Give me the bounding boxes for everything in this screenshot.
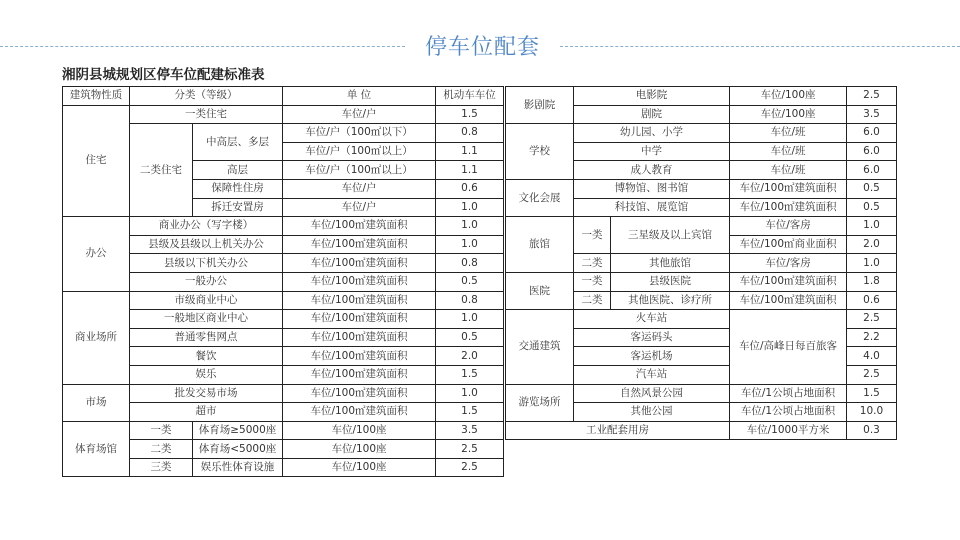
- unit-cell: 车位/班: [730, 142, 847, 161]
- value-cell: 0.6: [436, 179, 504, 198]
- header-cell: 单 位: [283, 87, 436, 106]
- category-cell: 电影院: [574, 87, 730, 106]
- value-cell: 0.6: [847, 291, 897, 310]
- category-cell: 剧院: [574, 105, 730, 124]
- category-cell: 普通零售网点: [130, 328, 283, 347]
- category-cell: 一类住宅: [130, 105, 283, 124]
- group-cell: 市场: [63, 384, 130, 421]
- category-cell: 娱乐: [130, 365, 283, 384]
- parking-standard-table-right: [505, 86, 897, 440]
- table-row: [63, 403, 504, 422]
- value-cell: 1.5: [847, 384, 897, 403]
- category-cell: 体育场<5000座: [193, 440, 283, 459]
- unit-cell: 车位/班: [730, 161, 847, 180]
- unit-cell: 车位/班: [730, 124, 847, 143]
- unit-cell: 车位/户（100㎡以上）: [283, 142, 436, 161]
- header-cell: 机动车车位: [436, 87, 504, 106]
- unit-cell: 车位/高峰日每百旅客: [730, 310, 847, 384]
- category-cell: 体育场≥5000座: [193, 421, 283, 440]
- table-row: [506, 179, 897, 198]
- unit-cell: 车位/户: [283, 179, 436, 198]
- value-cell: 2.0: [847, 235, 897, 254]
- value-cell: 1.1: [436, 161, 504, 180]
- unit-cell: 车位/户: [283, 105, 436, 124]
- value-cell: 1.0: [436, 217, 504, 236]
- category-cell: 一般地区商业中心: [130, 310, 283, 329]
- category-cell: 中学: [574, 142, 730, 161]
- unit-cell: 车位/100㎡建筑面积: [730, 291, 847, 310]
- value-cell: 0.5: [847, 198, 897, 217]
- value-cell: 1.0: [436, 198, 504, 217]
- subgroup-cell: 一类: [574, 217, 611, 254]
- table-row: [63, 440, 504, 459]
- value-cell: 2.0: [436, 347, 504, 366]
- value-cell: 1.0: [847, 254, 897, 273]
- value-cell: 2.5: [436, 458, 504, 477]
- unit-cell: 车位/100㎡建筑面积: [283, 310, 436, 329]
- unit-cell: 车位/100㎡建筑面积: [283, 217, 436, 236]
- category-cell: 高层: [193, 161, 283, 180]
- category-cell: 科技馆、展览馆: [574, 198, 730, 217]
- category-cell: 商业办公（写字楼）: [130, 217, 283, 236]
- group-cell: 学校: [506, 124, 574, 180]
- value-cell: 1.5: [436, 403, 504, 422]
- unit-cell: 车位/100座: [283, 440, 436, 459]
- table-row: [63, 458, 504, 477]
- category-cell: 一般办公: [130, 272, 283, 291]
- group-cell: 游览场所: [506, 384, 574, 421]
- value-cell: 0.8: [436, 291, 504, 310]
- subgroup-cell: 二类: [574, 291, 611, 310]
- value-cell: 10.0: [847, 403, 897, 422]
- unit-cell: 车位/100㎡建筑面积: [283, 272, 436, 291]
- group-cell: 旅馆: [506, 217, 574, 273]
- unit-cell: 车位/100㎡建筑面积: [283, 347, 436, 366]
- value-cell: 2.5: [436, 440, 504, 459]
- category-cell: 餐饮: [130, 347, 283, 366]
- value-cell: 0.5: [847, 179, 897, 198]
- unit-cell: 车位/户: [283, 198, 436, 217]
- value-cell: 1.5: [436, 365, 504, 384]
- unit-cell: 车位/100㎡建筑面积: [283, 384, 436, 403]
- value-cell: 2.5: [847, 365, 897, 384]
- group-cell: 文化会展: [506, 179, 574, 216]
- category-cell: 县级以下机关办公: [130, 254, 283, 273]
- category-cell: 县级及县级以上机关办公: [130, 235, 283, 254]
- table-row: [63, 291, 504, 310]
- value-cell: 0.8: [436, 124, 504, 143]
- unit-cell: 车位/客房: [730, 254, 847, 273]
- table-row: [63, 365, 504, 384]
- category-cell: 超市: [130, 403, 283, 422]
- value-cell: 1.0: [847, 217, 897, 236]
- group-cell: 医院: [506, 272, 574, 309]
- unit-cell: 车位/100㎡商业面积: [730, 235, 847, 254]
- category-cell: 幼儿园、小学: [574, 124, 730, 143]
- value-cell: 1.5: [436, 105, 504, 124]
- table-row: [63, 254, 504, 273]
- group-cell: 影剧院: [506, 87, 574, 124]
- value-cell: 1.0: [436, 384, 504, 403]
- value-cell: 3.5: [847, 105, 897, 124]
- table-row: [63, 347, 504, 366]
- header-cell: 分类（等级）: [130, 87, 283, 106]
- header-divider-left: [0, 46, 405, 47]
- group-cell: 办公: [63, 217, 130, 291]
- unit-cell: 车位/100㎡建筑面积: [283, 328, 436, 347]
- group-cell: 交通建筑: [506, 310, 574, 384]
- table-row: [63, 421, 504, 440]
- value-cell: 4.0: [847, 347, 897, 366]
- group-cell: 住宅: [63, 105, 130, 217]
- subgroup-cell: 二类: [574, 254, 611, 273]
- unit-cell: 车位/100㎡建筑面积: [730, 179, 847, 198]
- category-cell: 拆迁安置房: [193, 198, 283, 217]
- header-divider-right: [560, 46, 960, 47]
- subgroup-cell: 三类: [130, 458, 193, 477]
- category-cell: 客运码头: [574, 328, 730, 347]
- category-cell: 保障性住房: [193, 179, 283, 198]
- table-row: [63, 124, 504, 143]
- category-cell: 其他旅馆: [611, 254, 730, 273]
- subgroup-cell: 二类住宅: [130, 124, 193, 217]
- category-cell: 批发交易市场: [130, 384, 283, 403]
- value-cell: 2.2: [847, 328, 897, 347]
- unit-cell: 车位/客房: [730, 217, 847, 236]
- unit-cell: 车位/100座: [730, 105, 847, 124]
- category-cell: 汽车站: [574, 365, 730, 384]
- unit-cell: 车位/1000平方米: [730, 421, 847, 440]
- unit-cell: 车位/1公顷占地面积: [730, 384, 847, 403]
- category-cell: 中高层、多层: [193, 124, 283, 161]
- unit-cell: 车位/100㎡建筑面积: [283, 365, 436, 384]
- category-cell: 客运机场: [574, 347, 730, 366]
- table-row: [63, 272, 504, 291]
- unit-cell: 车位/100㎡建筑面积: [730, 272, 847, 291]
- value-cell: 6.0: [847, 124, 897, 143]
- unit-cell: 车位/100㎡建筑面积: [283, 235, 436, 254]
- table-row: [63, 235, 504, 254]
- group-cell: 商业场所: [63, 291, 130, 384]
- value-cell: 2.5: [847, 310, 897, 329]
- value-cell: 0.8: [436, 254, 504, 273]
- parking-standard-table-left: [62, 86, 504, 477]
- value-cell: 1.8: [847, 272, 897, 291]
- unit-cell: 车位/100座: [730, 87, 847, 106]
- group-cell: 工业配套用房: [506, 421, 730, 440]
- unit-cell: 车位/户（100㎡以上）: [283, 161, 436, 180]
- value-cell: 6.0: [847, 161, 897, 180]
- table-row: [506, 87, 897, 106]
- table-row: [63, 105, 504, 124]
- table-row: [506, 124, 897, 143]
- category-cell: 其他医院、诊疗所: [611, 291, 730, 310]
- table-row: [506, 421, 897, 440]
- value-cell: 1.0: [436, 310, 504, 329]
- value-cell: 0.5: [436, 272, 504, 291]
- table-row: [506, 217, 897, 236]
- category-cell: 博物馆、图书馆: [574, 179, 730, 198]
- table-row: [63, 384, 504, 403]
- category-cell: 自然风景公园: [574, 384, 730, 403]
- unit-cell: 车位/100座: [283, 458, 436, 477]
- unit-cell: 车位/100座: [283, 421, 436, 440]
- group-cell: 体育场馆: [63, 421, 130, 477]
- table-row: [506, 310, 897, 329]
- unit-cell: 车位/100㎡建筑面积: [283, 254, 436, 273]
- category-cell: 娱乐性体育设施: [193, 458, 283, 477]
- table-row: [63, 328, 504, 347]
- table-row: [506, 272, 897, 291]
- page-title: 停车位配套: [424, 35, 540, 60]
- category-cell: 市级商业中心: [130, 291, 283, 310]
- table-title: 湘阴县城规划区停车位配建标准表: [62, 67, 265, 83]
- header-cell: 建筑物性质: [63, 87, 130, 106]
- subgroup-cell: 二类: [130, 440, 193, 459]
- unit-cell: 车位/100㎡建筑面积: [283, 291, 436, 310]
- value-cell: 2.5: [847, 87, 897, 106]
- table-row: [63, 217, 504, 236]
- value-cell: 6.0: [847, 142, 897, 161]
- value-cell: 0.3: [847, 421, 897, 440]
- category-cell: 县级医院: [611, 272, 730, 291]
- value-cell: 3.5: [436, 421, 504, 440]
- subgroup-cell: 一类: [574, 272, 611, 291]
- value-cell: 1.0: [436, 235, 504, 254]
- unit-cell: 车位/1公顷占地面积: [730, 403, 847, 422]
- category-cell: 其他公园: [574, 403, 730, 422]
- unit-cell: 车位/户（100㎡以下）: [283, 124, 436, 143]
- table-row: [63, 310, 504, 329]
- unit-cell: 车位/100㎡建筑面积: [283, 403, 436, 422]
- category-cell: 三星级及以上宾馆: [611, 217, 730, 254]
- value-cell: 1.1: [436, 142, 504, 161]
- category-cell: 成人教育: [574, 161, 730, 180]
- table-row: [506, 384, 897, 403]
- table-header-row: [63, 87, 504, 106]
- category-cell: 火车站: [574, 310, 730, 329]
- subgroup-cell: 一类: [130, 421, 193, 440]
- value-cell: 0.5: [436, 328, 504, 347]
- unit-cell: 车位/100㎡建筑面积: [730, 198, 847, 217]
